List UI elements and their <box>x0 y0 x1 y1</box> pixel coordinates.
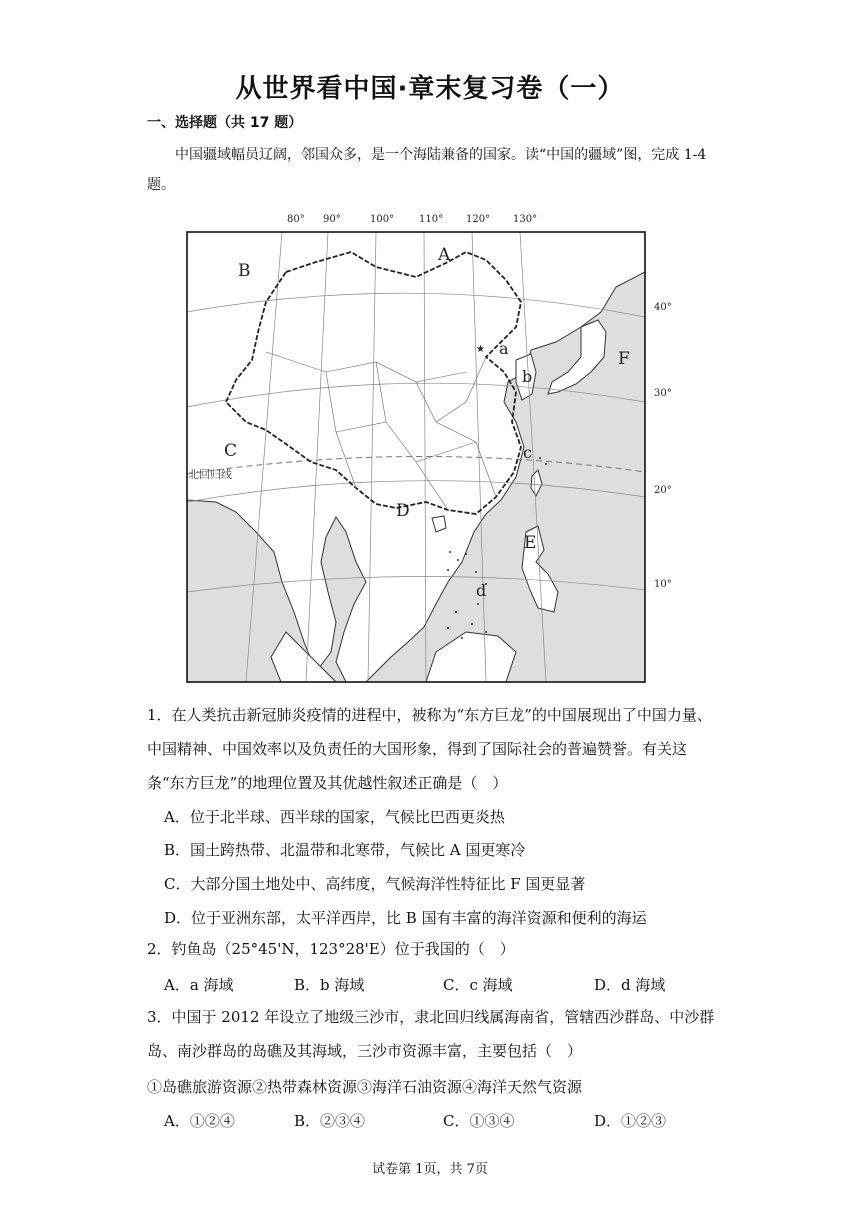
section-heading: 一、选择题（共 17 题） <box>147 115 303 131</box>
q3-option-b: B．②③④ <box>294 1112 366 1130</box>
q3-statements: ①岛礁旅游资源②热带森林资源③海洋石油资源④海洋天然气资源 <box>147 1078 583 1096</box>
q1-option-d: D．位于亚洲东部，太平洋西岸，比 B 国有丰富的海洋资源和便利的海运 <box>164 909 647 927</box>
q3-option-c: C．①③④ <box>443 1112 515 1130</box>
question-3-stem: 3．中国于 2012 年设立了地级三沙市，隶北回归线属海南省，管辖西沙群岛、中沙群岛、南沙群岛的岛礁及其海域，三沙市资源丰富，主要包括（ ） <box>147 1008 715 1060</box>
question-2-stem: 2．钓鱼岛（25°45'N，123°28'E）位于我国的（ ） <box>147 940 515 958</box>
q1-option-b: B．国土跨热带、北温带和北寒带，气候比 A 国更寒冷 <box>164 841 526 859</box>
region-label-b: B <box>238 261 251 281</box>
lat-label: 20° <box>654 485 672 496</box>
sea-label-d: d <box>476 581 487 600</box>
q3-option-a: A．①②④ <box>164 1112 235 1130</box>
q2-option-b: B．b 海域 <box>294 976 365 994</box>
tropic-label: 北回归线 <box>188 468 232 481</box>
q3-option-d: D．①②③ <box>594 1112 667 1130</box>
region-label-e: E <box>524 533 537 553</box>
q2-option-d: D．d 海域 <box>594 976 666 994</box>
intro-text: 中国疆域幅员辽阔，邻国众多，是一个海陆兼备的国家。读“中国的疆域”图，完成 1-4 题。 <box>147 147 707 193</box>
lat-label: 10° <box>654 579 672 590</box>
region-label-d: D <box>396 501 410 521</box>
page-footer: 试卷第 1页，共 7页 <box>372 1162 488 1177</box>
lon-label: 120° <box>466 214 491 225</box>
question-1-stem: 1．在人类抗击新冠肺炎疫情的进程中，被称为“东方巨龙”的中国展现出了中国力量、中国精神、中国效率以及负责任的大国形象，得到了国际社会的普遍赞誉。有关这条“东方巨龙”的地理位置及其优越性叙述正确是（ ） <box>147 706 712 792</box>
region-label-c: C <box>224 441 238 461</box>
sea-label-b: b <box>522 367 533 386</box>
q2-option-c: C．c 海域 <box>443 976 513 994</box>
lat-label: 30° <box>654 388 672 399</box>
q1-option-c: C．大部分国土地处中、高纬度，气候海洋性特征比 F 国更显著 <box>164 875 586 893</box>
page-title: 从世界看中国·章末复习卷（一） <box>235 74 625 104</box>
lon-label: 110° <box>419 214 444 225</box>
q1-option-a: A．位于北半球、西半球的国家，气候比巴西更炎热 <box>164 808 505 826</box>
svg-text:★: ★ <box>476 344 485 355</box>
sea-label-a: a <box>499 339 509 358</box>
region-label-f: F <box>618 349 630 369</box>
lon-label: 80° <box>287 214 305 225</box>
china-territory-map <box>186 210 672 685</box>
q2-option-a: A．a 海域 <box>164 976 234 994</box>
map-svg <box>186 210 672 685</box>
region-label-a: A <box>438 245 451 265</box>
lon-label: 130° <box>513 214 538 225</box>
lat-label: 40° <box>654 302 672 313</box>
lon-label: 90° <box>323 214 341 225</box>
lon-label: 100° <box>370 214 395 225</box>
sea-label-c: c <box>523 443 532 462</box>
